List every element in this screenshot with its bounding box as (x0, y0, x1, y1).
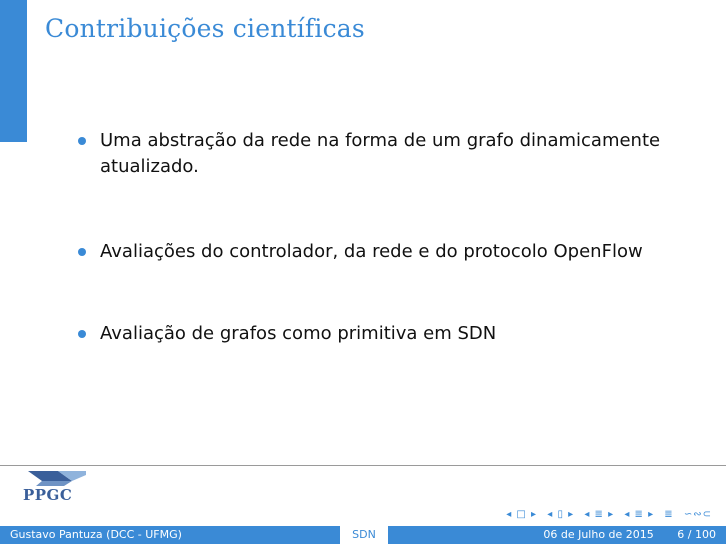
bullet-dot-icon (78, 330, 86, 338)
footer-page-number: 6 / 100 (677, 528, 716, 541)
footer-divider (0, 465, 726, 466)
footer-author: Gustavo Pantuza (DCC - UFMG) (10, 528, 182, 541)
nav-subsection-icon[interactable]: ◂ ▯ ▸ (547, 509, 575, 520)
bullet-item (78, 239, 678, 265)
logo-text: PPGC (23, 486, 73, 504)
nav-frame-icon[interactable]: ◂ □ ▸ (506, 509, 538, 520)
bullet-dot-icon (78, 137, 86, 145)
bullet-dot-icon (78, 248, 86, 256)
footer-short-title: SDN (340, 526, 388, 544)
nav-subsection-list-icon[interactable]: ◂ ≣ ▸ (624, 509, 655, 520)
beamer-navigation (500, 509, 712, 520)
footer-date: 06 de Julho de 2015 (543, 528, 654, 541)
bullet-item (78, 128, 678, 180)
nav-outline-icon[interactable]: ≣ (664, 509, 674, 520)
slide-title: Contribuições científicas (45, 14, 365, 43)
footer-bar (0, 526, 726, 544)
footer-right (543, 528, 716, 541)
side-accent-bar (0, 0, 27, 142)
bullet-text: Uma abstração da rede na forma de um grafo dinamicamente atualizado. (100, 130, 661, 177)
nav-search-icon[interactable]: ∽∾⊂ (683, 509, 712, 520)
bullet-text: Avaliação de grafos como primitiva em SDN (100, 323, 497, 344)
bullet-item (78, 321, 678, 347)
nav-section-icon[interactable]: ◂ ≣ ▸ (584, 509, 615, 520)
bullet-text: Avaliações do controlador, da rede e do protocolo OpenFlow (100, 241, 643, 262)
